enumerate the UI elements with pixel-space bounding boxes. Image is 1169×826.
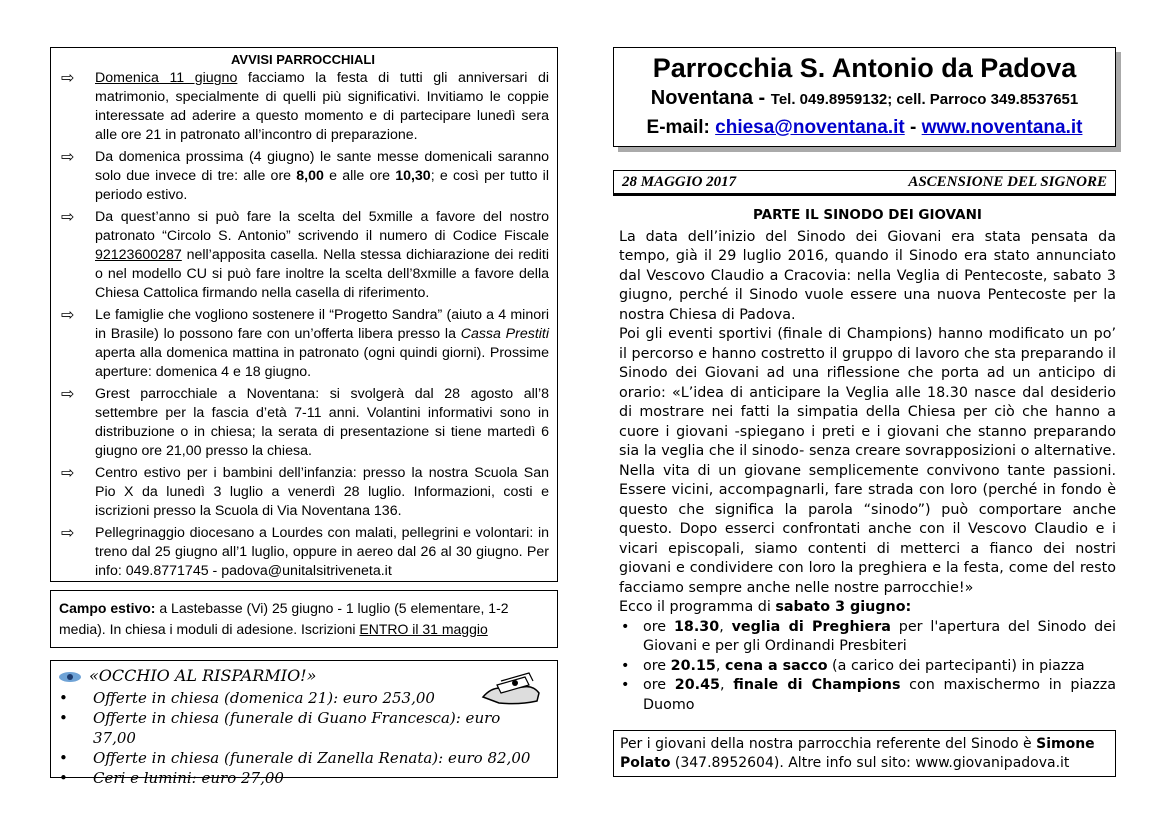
item-text: e alle ore	[323, 168, 396, 184]
campo-label: Campo estivo:	[59, 600, 156, 616]
program-date: sabato 3 giugno:	[775, 599, 912, 615]
arrow-icon: ⇨	[61, 209, 75, 226]
time-bold: 8,00	[296, 168, 324, 184]
list-item: • Offerte in chiesa (domenica 21): euro 253,00	[59, 688, 547, 708]
list-item	[57, 208, 549, 303]
avvisi-list	[57, 69, 549, 581]
avvisi-title: AVVISI PARROCCHIALI	[231, 52, 375, 67]
program-intro	[619, 598, 1116, 618]
referente-text: (347.8952604). Altre info sul sito: www.giovanipadova.it	[670, 755, 1070, 771]
arrow-icon: ⇨	[61, 149, 75, 166]
item-text: Le famiglie che vogliono sostenere il “Progetto Sandra” (aiuto a 4 minori in Brasile) lo possono fare con un’offerta libera presso la	[95, 307, 549, 342]
list-item	[619, 676, 1116, 715]
offerte-list	[59, 688, 547, 788]
item-text: ,	[719, 618, 732, 635]
parish-phone: Tel. 049.8959132; cell. Parroco 349.8537651	[770, 91, 1079, 108]
item-text: Da domenica prossima (4 giugno) le sante messe domenicali saranno solo due invece di tre: alle ore	[95, 149, 549, 184]
list-item	[57, 69, 549, 145]
item-text: Pellegrinaggio diocesano a Lourdes con malati, pellegrini e volontari: in treno dal 25 giugno all’1 luglio, oppure in aereo dal 26 al 30 giugno. Per info: 049.8771745 - padova@unitalsitriveneta.it	[95, 525, 549, 579]
parish-title: Parrocchia S. Antonio da Padova	[652, 53, 1077, 83]
program-text: Ecco il programma di	[619, 599, 776, 615]
campo-deadline: ENTRO il 31 maggio	[359, 621, 488, 637]
occhio-box	[50, 660, 558, 787]
list-item	[619, 618, 1116, 657]
liturgical-feast: ASCENSIONE DEL SIGNORE	[908, 174, 1107, 190]
eye-icon	[59, 672, 81, 682]
item-text: con maxischermo in piazza Duomo	[643, 677, 1116, 713]
item-text: ,	[715, 657, 725, 674]
program-time: 18.30	[673, 618, 720, 635]
sinodo-article	[619, 206, 1116, 715]
program-list	[619, 618, 1116, 716]
list-item	[57, 148, 549, 205]
item-text: ,	[720, 677, 734, 693]
parish-place: Noventana -	[650, 87, 771, 109]
email-label: E-mail:	[646, 117, 716, 138]
item-text: per l'apertura del Sinodo dei Giovani e per gli Ordinandi Presbiteri	[643, 618, 1117, 654]
item-text: Grest parrocchiale a Noventana: si svolgerà dal 28 agosto all’8 settembre per la fascia d’età 7-11 anni. Volantini informativi sono in distribuzione o in chiesa; la serata di presentazione si tiene martedì 6 giugno ore 21,00 presso la chiesa.	[95, 386, 549, 459]
dateline	[613, 170, 1116, 196]
issue-date: 28 MAGGIO 2017	[622, 174, 737, 190]
list-item	[57, 464, 549, 521]
item-text: Da quest’anno si può fare la scelta del 5xmille a favore del nostro patronato “Circolo S. Antonio” scrivendo il numero di Codice Fiscale	[95, 209, 549, 244]
arrow-icon: ⇨	[61, 307, 75, 324]
list-item	[57, 306, 549, 382]
program-time: 20.15	[670, 657, 716, 674]
program-event: veglia di Preghiera	[731, 618, 891, 635]
article-paragraph: Poi gli eventi sportivi (finale di Champions) hanno modificato un po’ il percorso e hanno costretto il gruppo di lavoro che sta preparando il Sinodo dei Giovani ad una riflessione che porta ad un anticipo di orario: «L’idea di anticipare la Veglia alle 18.30 nasce dal desiderio di mostrare nei fatti la simpatia della Chiesa per ciò che hanno a cuore i giovani -spiegano i preti e i giovani che stanno preparando sia la veglia che il sinodo- senza creare sovrapposizioni o alternative. Nella vita di un giovane semplicemente convivono tante passioni. Essere vicini, accompagnarli, fare strada con loro (perché in fondo è questo che significa la parola “sinodo”) può comportare anche questo. Dopo esserci confrontati anche con il Vescovo Claudio e i vicari episcopali, siamo contenti di metterci a fianco dei nostri giovani e condividere con loro la preghiera e la festa, come del resto facciamo sempre anche nelle nostre parrocchie!»	[619, 326, 1116, 596]
campo-estivo-box	[50, 590, 558, 648]
cassa-prestiti: Cassa Prestiti	[460, 326, 550, 342]
list-item: • Offerte in chiesa (funerale di Guano Francesca): euro 37,00	[59, 708, 547, 748]
program-event: finale di Champions	[733, 677, 901, 693]
item-text: ore	[643, 677, 675, 693]
referente-box	[613, 730, 1116, 777]
item-text: ; e così per tutto il periodo estivo.	[95, 168, 549, 203]
item-text: facciamo la festa di tutti gli anniversari di matrimonio, specialmente di quelli più significativi. Invitiamo le coppie interessate ad aderire a questo momento e di partecipare lunedì sera alle ore 21 in patronato all’incontro di preparazione.	[95, 70, 549, 143]
list-item	[619, 657, 1116, 677]
list-item	[57, 524, 549, 581]
email-link[interactable]: chiesa@noventana.it	[715, 117, 905, 138]
website-link[interactable]: www.noventana.it	[921, 117, 1083, 138]
item-text: aperta alla domenica mattina in patronato (ogni quindi giorni). Prossime aperture: domenica 4 e 18 giugno.	[95, 345, 549, 380]
time-bold: 10,30	[395, 168, 431, 184]
program-event: cena a sacco	[724, 657, 828, 674]
campo-text: a Lastebasse (Vi) 25 giugno - 1 luglio (5 elementare, 1-2 media). In chiesa i moduli di adesione. Iscrizioni	[59, 600, 509, 637]
article-title: PARTE IL SINODO DEI GIOVANI	[753, 207, 982, 223]
item-text: (a carico dei partecipanti) in piazza	[827, 657, 1085, 674]
arrow-icon: ⇨	[61, 525, 75, 542]
item-text: ore	[643, 618, 674, 635]
article-paragraph: La data dell’inizio del Sinodo dei Giovani era stata pensata da tempo, già il 29 luglio 2016, quando il Sinodo era stato annunciato dal Vescovo Claudio a Cracovia: nella Veglia di Pentecoste, sabato 3 giugno, perché il Sinodo vuole essere una nuova Pentecoste per la nostra Chiesa di Padova.	[619, 228, 1116, 323]
list-item: • Offerte in chiesa (funerale di Zanella Renata): euro 82,00	[59, 748, 547, 768]
masthead	[613, 47, 1116, 147]
arrow-icon: ⇨	[61, 465, 75, 482]
program-time: 20.45	[674, 677, 721, 693]
separator: -	[904, 117, 922, 138]
highlight-date: Domenica 11 giugno	[95, 70, 238, 86]
list-item: • Ceri e lumini: euro 27,00	[59, 768, 547, 788]
avvisi-box	[50, 47, 558, 582]
item-text: nell’apposita casella. Nella stessa dichiarazione dei rediti o nel modello CU si può fare inoltre la scelta dell’8xmille a favore della Chiesa Cattolica firmando nella casella di riferimento.	[95, 247, 549, 301]
list-item	[57, 385, 549, 461]
referente-name: Simone Polato	[620, 736, 1095, 771]
occhio-title: «OCCHIO AL RISPARMIO!»	[89, 666, 317, 685]
referente-text: Per i giovani della nostra parrocchia referente del Sinodo è	[620, 736, 1037, 752]
arrow-icon: ⇨	[61, 386, 75, 403]
arrow-icon: ⇨	[61, 70, 75, 87]
codice-fiscale: 92123600287	[95, 247, 182, 263]
item-text: ore	[643, 657, 671, 674]
item-text: Centro estivo per i bambini dell’infanzia: presso la nostra Scuola San Pio X da lunedì 3 luglio a venerdì 28 luglio. Informazioni, costi e iscrizioni presso la Scuola di Via Noventana 136.	[95, 465, 549, 519]
